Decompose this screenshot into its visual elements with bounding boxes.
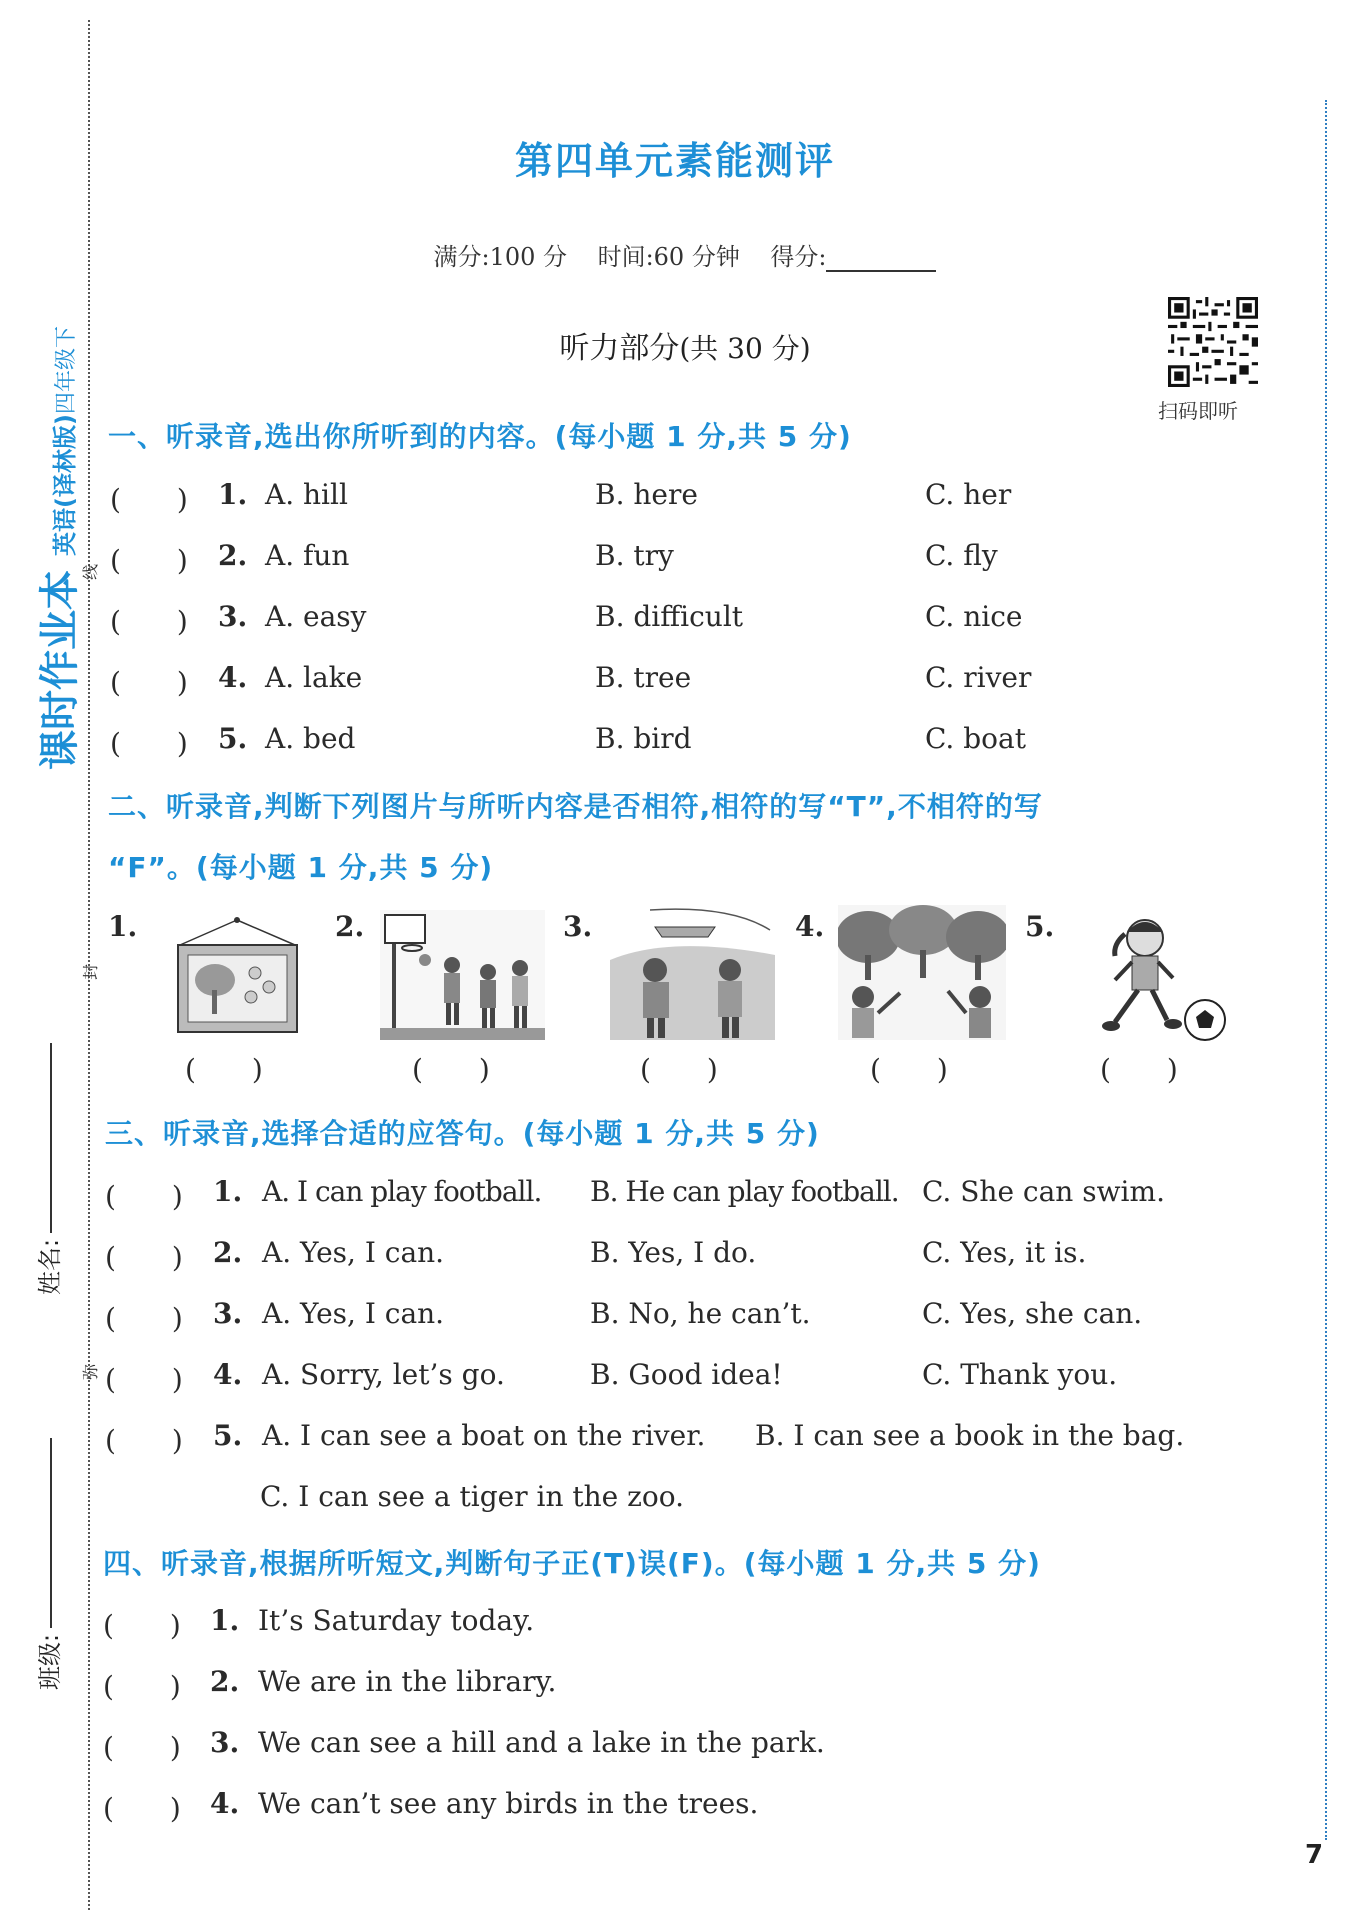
section2-heading-line1: 二、听录音,判断下列图片与所听内容是否相符,相符的写“T”,不相符的写 xyxy=(108,790,1043,823)
item-number: 5. xyxy=(218,722,248,755)
name-label: 姓名: xyxy=(36,1238,64,1295)
exam-meta xyxy=(0,237,1350,272)
option-b: B. He can play football. xyxy=(590,1175,899,1208)
answer-paren[interactable]: ( ) xyxy=(105,1424,183,1457)
answer-paren[interactable]: ( ) xyxy=(103,1731,181,1764)
page-number: 7 xyxy=(1305,1840,1324,1870)
item-number: 2. xyxy=(213,1236,243,1269)
picture-answer-paren[interactable]: ( ) xyxy=(185,1053,263,1086)
option-c: C. Thank you. xyxy=(922,1358,1118,1391)
option-a: A. lake xyxy=(265,661,363,694)
option-a: A. I can play football. xyxy=(262,1175,542,1208)
option-c: C. Yes, she can. xyxy=(922,1297,1143,1330)
section2-heading-line2: “F”。(每小题 1 分,共 5 分) xyxy=(108,851,494,884)
option-c: C. boat xyxy=(925,722,1026,755)
section1-item-2 xyxy=(0,539,1350,579)
item-number: 4. xyxy=(213,1358,243,1391)
picture-answer-paren[interactable]: ( ) xyxy=(412,1053,490,1086)
brand-grade: 四年级下 xyxy=(54,326,79,415)
item-number: 2. xyxy=(218,539,248,572)
statement-text: It’s Saturday today. xyxy=(258,1604,535,1637)
qr-code-icon[interactable] xyxy=(1168,297,1258,387)
side-mark-feng: 封 xyxy=(81,963,100,980)
section1-heading: 一、听录音,选出你所听到的内容。(每小题 1 分,共 5 分) xyxy=(108,420,852,453)
option-b: B. Yes, I do. xyxy=(590,1236,757,1269)
girl-playing-football-icon xyxy=(1085,910,1230,1045)
picture-number: 4. xyxy=(795,910,825,943)
option-b: B. here xyxy=(595,478,698,511)
section4-item-1 xyxy=(0,1604,1350,1644)
class-field[interactable] xyxy=(30,1438,65,1690)
option-b: B. I can see a book in the bag. xyxy=(755,1419,1185,1452)
picture-answer-paren[interactable]: ( ) xyxy=(870,1053,948,1086)
option-a: A. Sorry, let’s go. xyxy=(262,1358,505,1391)
item-number: 4. xyxy=(210,1787,240,1820)
statement-text: We can see a hill and a lake in the park. xyxy=(258,1726,825,1759)
section3-heading: 三、听录音,选择合适的应答句。(每小题 1 分,共 5 分) xyxy=(105,1117,820,1150)
statement-text: We can’t see any birds in the trees. xyxy=(258,1787,759,1820)
option-c: C. her xyxy=(925,478,1012,511)
section4-item-4 xyxy=(0,1787,1350,1827)
framed-tree-painting-icon xyxy=(175,915,300,1035)
section3-item-3 xyxy=(0,1297,1350,1337)
section4-item-3 xyxy=(0,1726,1350,1766)
basketball-players-icon xyxy=(380,910,545,1040)
option-a: A. Yes, I can. xyxy=(262,1297,445,1330)
option-c: C. river xyxy=(925,661,1032,694)
option-a: A. fun xyxy=(265,539,350,572)
item-number: 2. xyxy=(210,1665,240,1698)
item-number: 3. xyxy=(218,600,248,633)
listening-points: (共 30 分) xyxy=(679,332,811,365)
picture-answer-paren[interactable]: ( ) xyxy=(640,1053,718,1086)
answer-paren[interactable]: ( ) xyxy=(105,1180,183,1213)
listening-title: 听力部分 xyxy=(559,331,680,366)
picture-number: 2. xyxy=(335,910,365,943)
section1-item-4 xyxy=(0,661,1350,701)
boys-pointing-trees-icon xyxy=(838,905,1006,1040)
section3-item-5-option-c: C. I can see a tiger in the zoo. xyxy=(260,1480,685,1513)
option-b: B. try xyxy=(595,539,674,572)
answer-paren[interactable]: ( ) xyxy=(110,605,188,638)
class-label: 班级: xyxy=(36,1633,64,1690)
option-a: A. I can see a boat on the river. xyxy=(262,1419,706,1452)
answer-paren[interactable]: ( ) xyxy=(103,1670,181,1703)
option-c: C. Yes, it is. xyxy=(922,1236,1087,1269)
item-number: 1. xyxy=(218,478,248,511)
option-b: B. difficult xyxy=(595,600,744,633)
answer-paren[interactable]: ( ) xyxy=(110,544,188,577)
answer-paren[interactable]: ( ) xyxy=(103,1609,181,1642)
score-blank[interactable] xyxy=(826,270,936,272)
option-c: C. She can swim. xyxy=(922,1175,1165,1208)
section4-item-2 xyxy=(0,1665,1350,1705)
section3-item-1 xyxy=(0,1175,1350,1215)
answer-paren[interactable]: ( ) xyxy=(103,1792,181,1825)
picture-number: 3. xyxy=(563,910,593,943)
item-number: 5. xyxy=(213,1419,243,1452)
option-b: B. Good idea! xyxy=(590,1358,783,1391)
answer-paren[interactable]: ( ) xyxy=(105,1241,183,1274)
option-c: C. fly xyxy=(925,539,998,572)
answer-paren[interactable]: ( ) xyxy=(110,666,188,699)
option-a: A. Yes, I can. xyxy=(262,1236,445,1269)
exam-time: 时间:60 分钟 xyxy=(597,243,740,271)
class-blank[interactable] xyxy=(50,1438,52,1628)
section3-item-5 xyxy=(0,1419,1350,1459)
item-number: 4. xyxy=(218,661,248,694)
section4-heading: 四、听录音,根据所听短文,判断句子正(T)误(F)。(每小题 1 分,共 5 分) xyxy=(103,1547,1041,1580)
item-number: 1. xyxy=(213,1175,243,1208)
option-b: B. tree xyxy=(595,661,692,694)
page-title: 第四单元素能测评 xyxy=(514,139,835,183)
section3-item-2 xyxy=(0,1236,1350,1276)
listening-heading xyxy=(0,323,1350,367)
answer-paren[interactable]: ( ) xyxy=(110,483,188,516)
side-mark-xian: 线 xyxy=(81,563,100,580)
side-mark-mi: 弥 xyxy=(81,1363,100,1380)
option-b: B. bird xyxy=(595,722,692,755)
item-number: 3. xyxy=(213,1297,243,1330)
section1-item-5 xyxy=(0,722,1350,762)
picture-number: 5. xyxy=(1025,910,1055,943)
answer-paren[interactable]: ( ) xyxy=(110,727,188,760)
option-a: A. bed xyxy=(265,722,356,755)
picture-number: 1. xyxy=(108,910,138,943)
option-b: B. No, he can’t. xyxy=(590,1297,811,1330)
item-number: 3. xyxy=(210,1726,240,1759)
answer-paren[interactable]: ( ) xyxy=(105,1302,183,1335)
qr-caption: 扫码即听 xyxy=(1158,399,1238,423)
children-boat-hill-icon xyxy=(610,905,775,1040)
statement-text: We are in the library. xyxy=(258,1665,557,1698)
answer-paren[interactable]: ( ) xyxy=(105,1363,183,1396)
section3-item-4 xyxy=(0,1358,1350,1398)
option-c: C. nice xyxy=(925,600,1023,633)
score-label: 得分: xyxy=(770,243,827,271)
item-number: 1. xyxy=(210,1604,240,1637)
option-a: A. easy xyxy=(265,600,367,633)
option-a: A. hill xyxy=(265,478,348,511)
brand-name: 课时作业本 xyxy=(37,570,83,770)
brand-subtitle: 英语(译林版) xyxy=(51,414,79,556)
full-score: 满分:100 分 xyxy=(433,243,568,271)
section1-item-1 xyxy=(0,478,1350,518)
picture-answer-paren[interactable]: ( ) xyxy=(1100,1053,1178,1086)
section1-item-3 xyxy=(0,600,1350,640)
